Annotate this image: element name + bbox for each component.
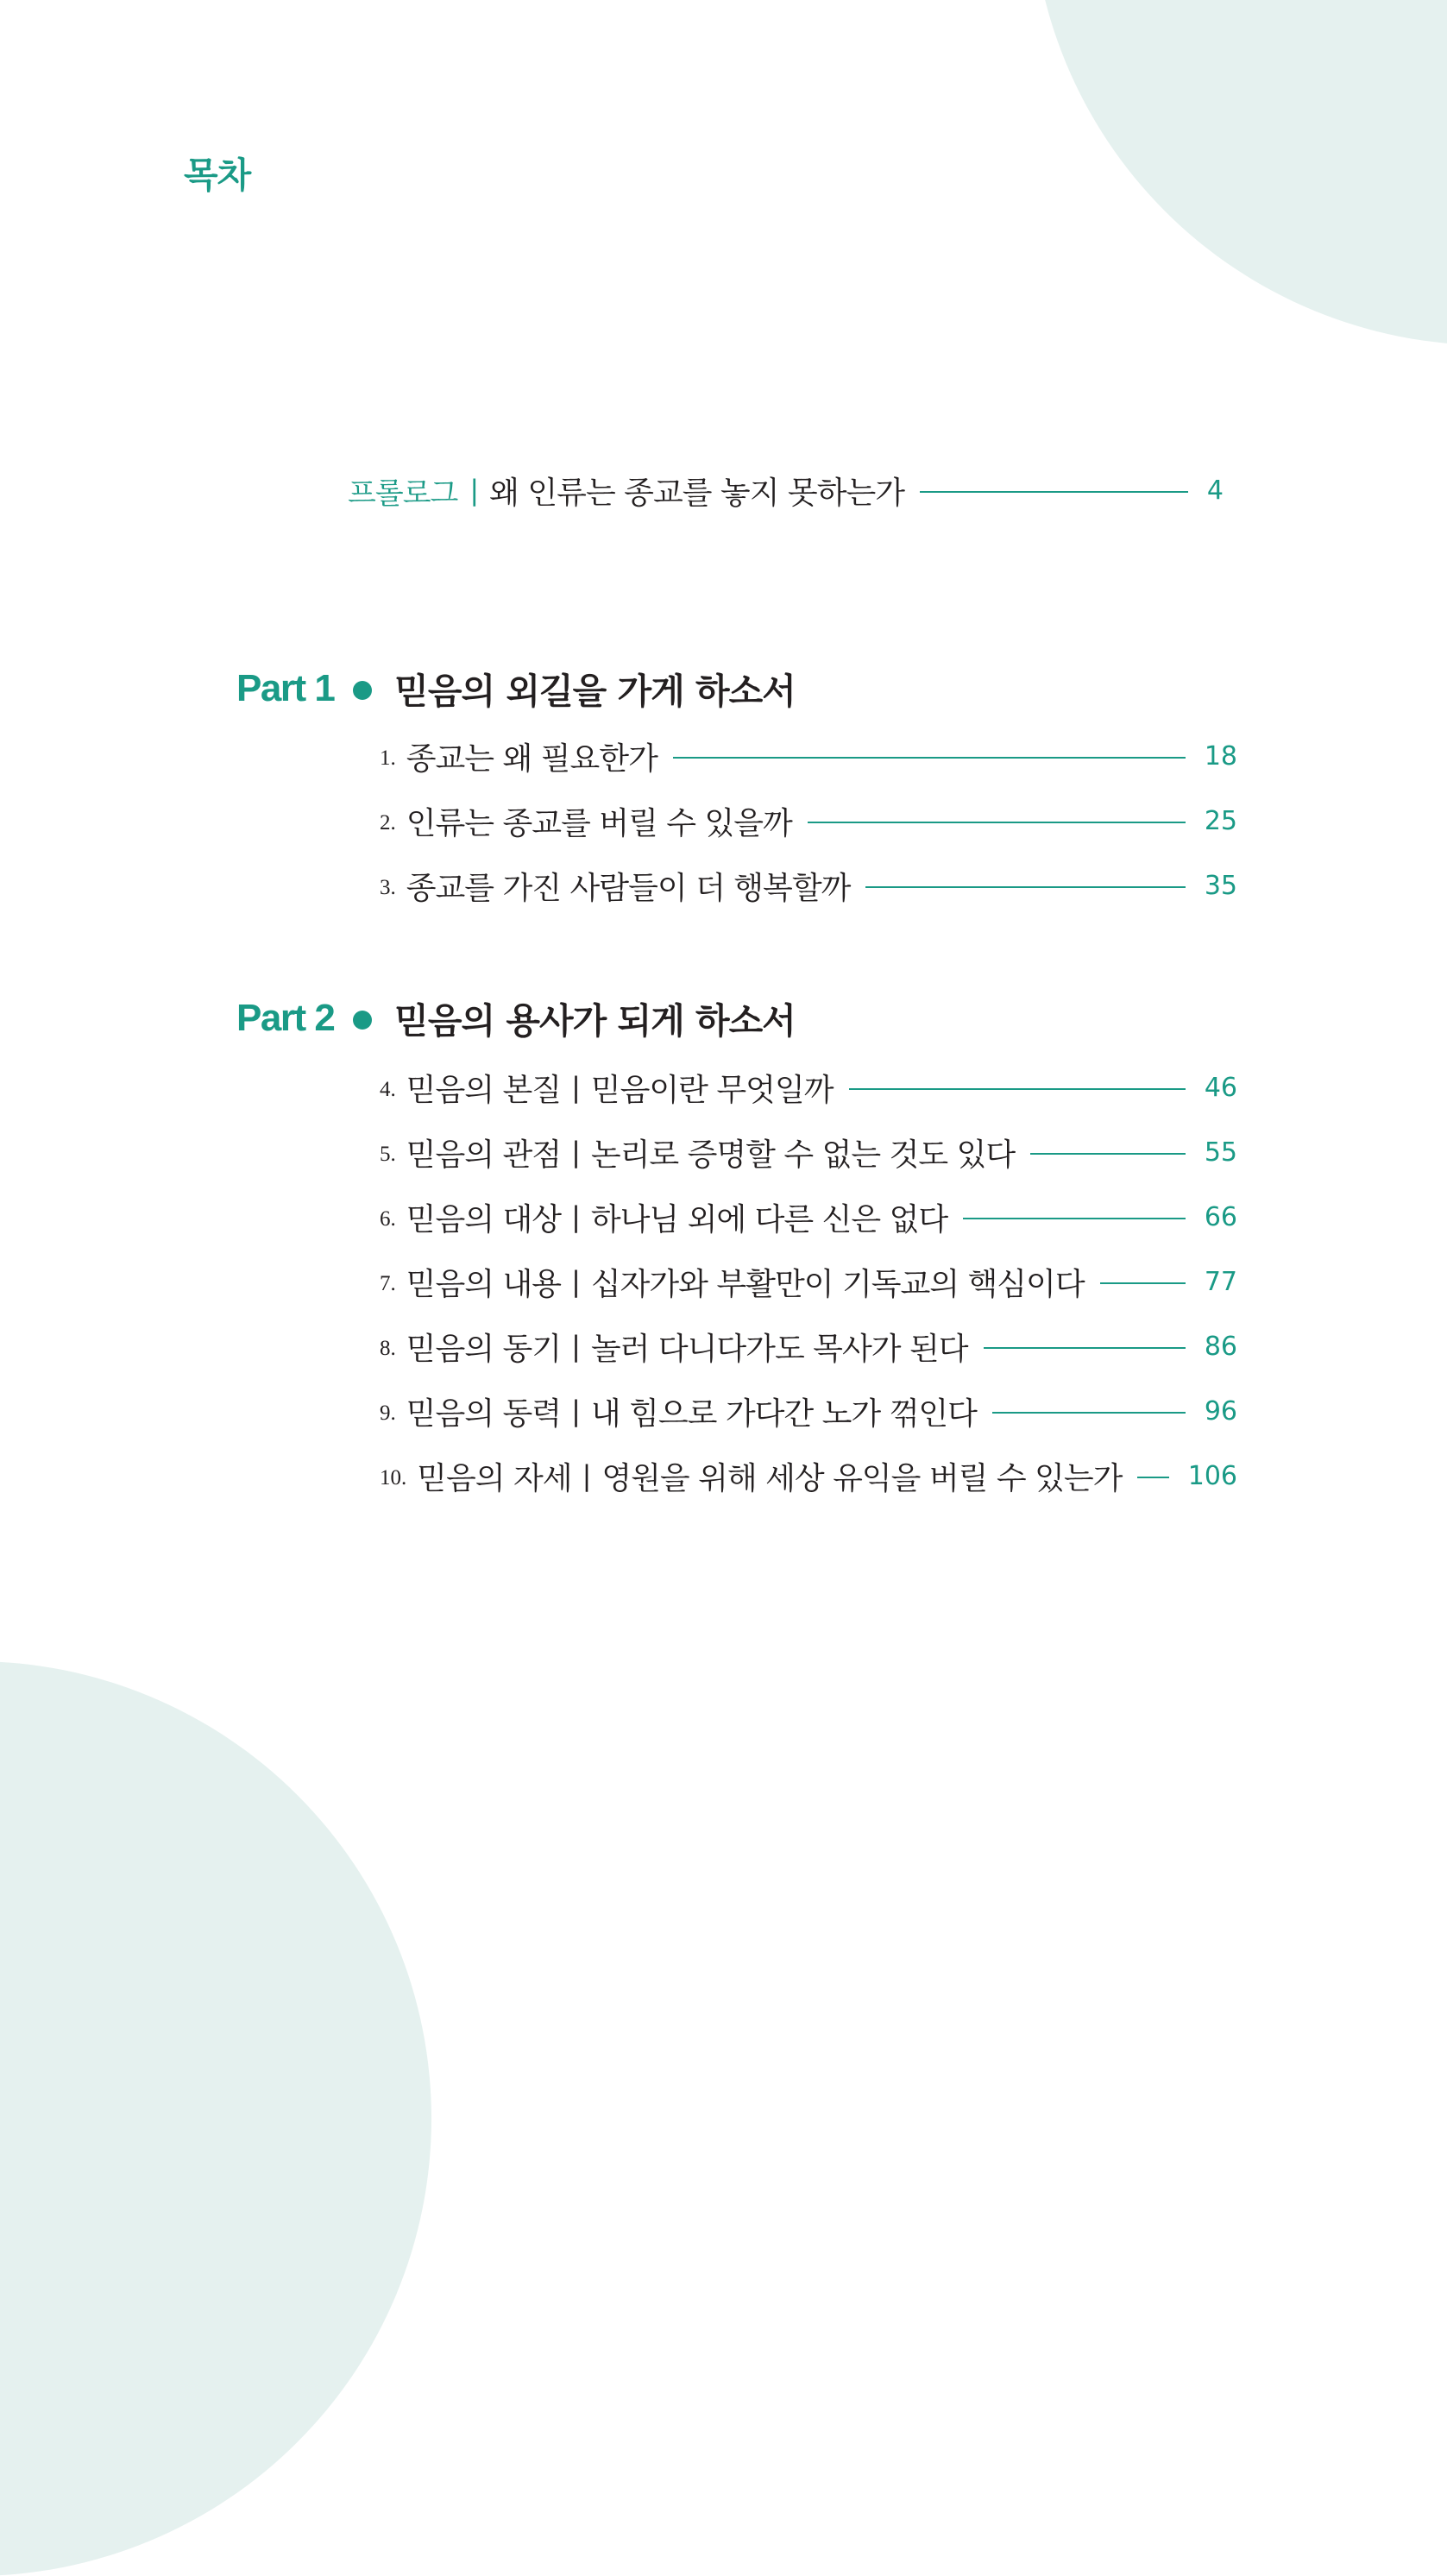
page-number: 18	[1204, 740, 1237, 772]
leader-line	[1100, 1282, 1186, 1284]
chapter-title: 영원을 위해 세상 유익을 버릴 수 있는가	[601, 1460, 1123, 1496]
chapter-number: 2.	[380, 811, 396, 835]
toc-entry-chapter-10[interactable]	[380, 1450, 1237, 1502]
chapter-topic: 믿음의 대상	[406, 1201, 562, 1238]
page-number: 25	[1204, 805, 1237, 836]
page-number: 35	[1204, 870, 1237, 901]
chapter-topic: 믿음의 자세	[417, 1460, 572, 1496]
part-2-heading	[236, 992, 796, 1043]
page-number: 4	[1206, 475, 1224, 506]
decorative-circle-top-right	[1031, 0, 1447, 345]
leader-line	[849, 1088, 1186, 1090]
toc-entry-chapter-2[interactable]	[380, 795, 1237, 847]
chapter-title: 십자가와 부활만이 기독교의 핵심이다	[590, 1266, 1085, 1302]
toc-entry-chapter-6[interactable]	[380, 1191, 1237, 1243]
leader-line	[984, 1347, 1186, 1349]
chapter-separator: |	[582, 1459, 592, 1492]
leader-line	[992, 1412, 1186, 1414]
leader-line	[920, 491, 1188, 493]
chapter-topic: 믿음의 동기	[406, 1331, 562, 1367]
prologue-title: 왜 인류는 종교를 놓지 못하는가	[489, 475, 905, 511]
part-title: 믿음의 외길을 가게 하소서	[394, 671, 796, 712]
part-1-heading	[236, 663, 796, 714]
chapter-topic: 믿음의 동력	[406, 1395, 562, 1432]
chapter-number: 3.	[380, 876, 396, 899]
chapter-topic: 믿음의 내용	[406, 1266, 562, 1302]
toc-entry-chapter-3[interactable]	[380, 860, 1237, 911]
decorative-circle-bottom-left	[0, 1661, 431, 2576]
chapter-number: 8.	[380, 1337, 396, 1360]
toc-entry-chapter-9[interactable]	[380, 1385, 1237, 1437]
leader-line	[673, 757, 1186, 759]
chapter-number: 7.	[380, 1272, 396, 1295]
leader-line	[1137, 1477, 1168, 1478]
leader-line	[1030, 1153, 1186, 1155]
chapter-title: 종교는 왜 필요한가	[406, 740, 657, 777]
leader-line	[865, 886, 1185, 888]
page-number: 77	[1204, 1266, 1237, 1297]
chapter-number: 4.	[380, 1078, 396, 1101]
prologue-separator: |	[469, 474, 480, 507]
page-title: 목차	[184, 154, 251, 196]
part-label: Part 1	[236, 666, 335, 709]
toc-entry-chapter-1[interactable]	[380, 730, 1237, 782]
bullet-dot-icon	[353, 1011, 372, 1030]
chapter-number: 9.	[380, 1401, 396, 1425]
page-number: 46	[1204, 1072, 1237, 1103]
toc-entry-chapter-4[interactable]	[380, 1061, 1237, 1113]
part-title: 믿음의 용사가 되게 하소서	[394, 1000, 796, 1042]
page-number: 86	[1204, 1331, 1237, 1362]
chapter-separator: |	[571, 1330, 581, 1363]
toc-entry-chapter-8[interactable]	[380, 1320, 1237, 1372]
leader-line	[808, 822, 1186, 823]
leader-line	[963, 1218, 1186, 1219]
chapter-separator: |	[571, 1395, 581, 1427]
chapter-title: 종교를 가진 사람들이 더 행복할까	[406, 870, 851, 906]
chapter-number: 10.	[380, 1466, 407, 1490]
chapter-number: 1.	[380, 746, 396, 770]
chapter-separator: |	[571, 1136, 581, 1168]
prologue-label: 프롤로그	[348, 476, 458, 511]
chapter-title: 놀러 다니다가도 목사가 된다	[590, 1331, 968, 1367]
chapter-separator: |	[571, 1071, 581, 1104]
page-number: 96	[1204, 1395, 1237, 1427]
bullet-dot-icon	[353, 681, 372, 700]
chapter-title: 하나님 외에 다른 신은 없다	[590, 1201, 948, 1238]
chapter-topic: 믿음의 관점	[406, 1137, 562, 1173]
toc-entry-chapter-7[interactable]	[380, 1256, 1237, 1307]
chapter-title: 논리로 증명할 수 없는 것도 있다	[590, 1137, 1016, 1173]
toc-entry-prologue[interactable]	[348, 464, 1224, 516]
chapter-title: 믿음이란 무엇일까	[590, 1072, 834, 1108]
page-number: 106	[1187, 1460, 1237, 1491]
page-number: 55	[1204, 1137, 1237, 1168]
chapter-separator: |	[571, 1265, 581, 1298]
chapter-title: 인류는 종교를 버릴 수 있을까	[406, 805, 792, 841]
part-label: Part 2	[236, 996, 335, 1039]
chapter-number: 6.	[380, 1207, 396, 1231]
toc-entry-chapter-5[interactable]	[380, 1126, 1237, 1178]
chapter-separator: |	[571, 1200, 581, 1233]
page-number: 66	[1204, 1201, 1237, 1232]
chapter-title: 내 힘으로 가다간 노가 꺾인다	[590, 1395, 977, 1432]
chapter-number: 5.	[380, 1143, 396, 1166]
chapter-topic: 믿음의 본질	[406, 1072, 562, 1108]
